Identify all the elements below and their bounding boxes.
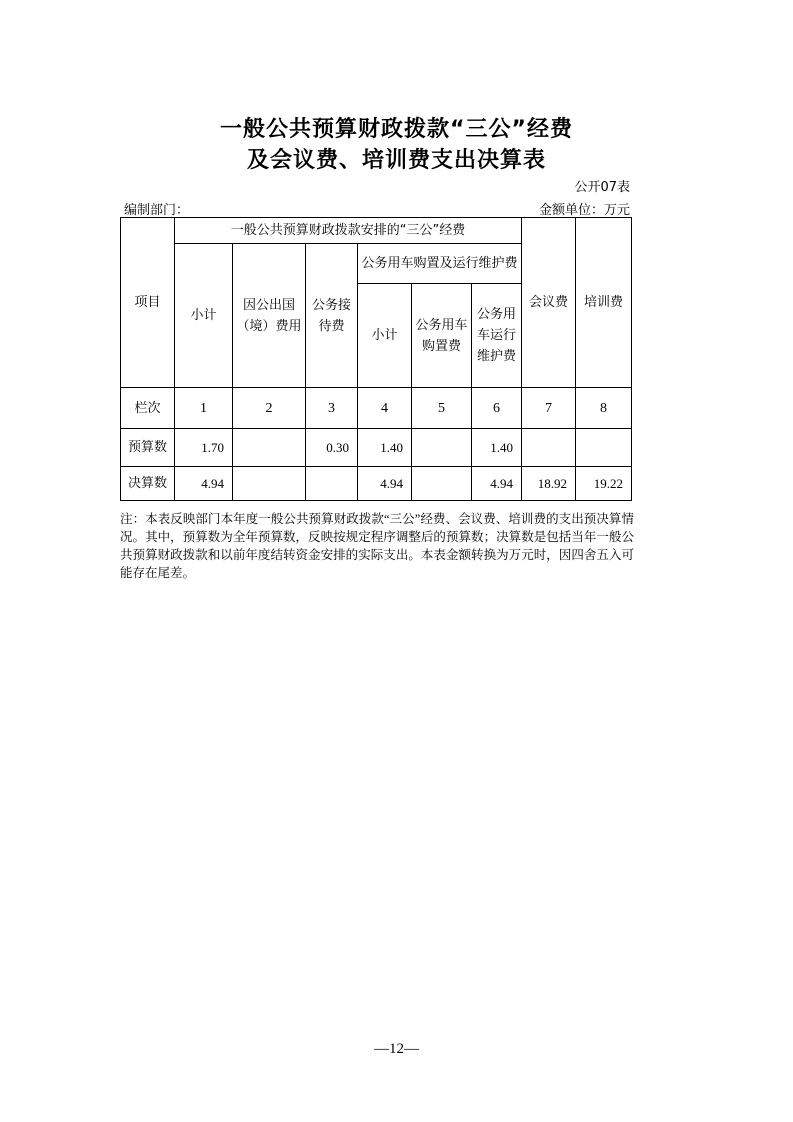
- table-row: [121, 388, 632, 429]
- table-cell: [412, 429, 472, 467]
- header-item: 项目: [121, 218, 175, 388]
- table-cell: 1.70: [175, 429, 233, 467]
- table-row: [121, 467, 632, 501]
- table-cell: 5: [412, 388, 472, 429]
- table-row: [121, 429, 632, 467]
- header-meeting: 会议费: [522, 218, 576, 388]
- header-reception: 公务接待费: [306, 244, 358, 388]
- footnote: 注：本表反映部门本年度一般公共预算财政拨款“三公”经费、会议费、培训费的支出预决算情况。其中，预算数为全年预算数，反映按规定程序调整后的预算数；决算数是包括当年一般公共预算财政拨款和以前年度结转资金安排的实际支出。本表金额转换为万元时，因四舍五入可能存在尾差。: [120, 512, 634, 580]
- table-cell: 2: [233, 388, 306, 429]
- table-cell: 4.94: [358, 467, 412, 501]
- header-vehicle-operation: 公务用车运行维护费: [472, 284, 522, 388]
- title-line-2: 及会议费、培训费支出决算表: [246, 148, 546, 173]
- table-cell: 0.30: [306, 429, 358, 467]
- table-cell: [576, 429, 632, 467]
- dept-label: 编制部门：: [124, 203, 190, 218]
- row-label: 栏次: [121, 388, 175, 429]
- table-cell: 19.22: [576, 467, 632, 501]
- table-cell: 3: [306, 388, 358, 429]
- form-code: 公开07表: [574, 180, 630, 195]
- header-training: 培训费: [576, 218, 632, 388]
- header-subtotal: 小计: [175, 244, 233, 388]
- row-label: 预算数: [121, 429, 175, 467]
- budget-table: [120, 217, 632, 501]
- table-cell: 1.40: [472, 429, 522, 467]
- title-line-1: 一般公共预算财政拨款“三公”经费: [220, 117, 573, 142]
- header-vehicle-purchase: 公务用车购置费: [412, 284, 472, 388]
- table-cell: [233, 429, 306, 467]
- table-cell: [522, 429, 576, 467]
- table-cell: 6: [472, 388, 522, 429]
- table-cell: 4.94: [472, 467, 522, 501]
- table-cell: 1: [175, 388, 233, 429]
- table-cell: 4.94: [175, 467, 233, 501]
- page-number: —12—: [374, 1041, 419, 1057]
- table-cell: [412, 467, 472, 501]
- header-group: 一般公共预算财政拨款安排的“三公”经费: [175, 218, 522, 244]
- table-cell: 8: [576, 388, 632, 429]
- table-cell: [306, 467, 358, 501]
- unit-label: 金额单位：万元: [538, 203, 630, 218]
- table-cell: [233, 467, 306, 501]
- table-cell: 7: [522, 388, 576, 429]
- row-label: 决算数: [121, 467, 175, 501]
- header-abroad: 因公出国（境）费用: [233, 244, 306, 388]
- header-vehicle-subtotal: 小计: [358, 284, 412, 388]
- table-cell: 1.40: [358, 429, 412, 467]
- header-vehicle-group: 公务用车购置及运行维护费: [358, 244, 522, 284]
- table-cell: 18.92: [522, 467, 576, 501]
- table-cell: 4: [358, 388, 412, 429]
